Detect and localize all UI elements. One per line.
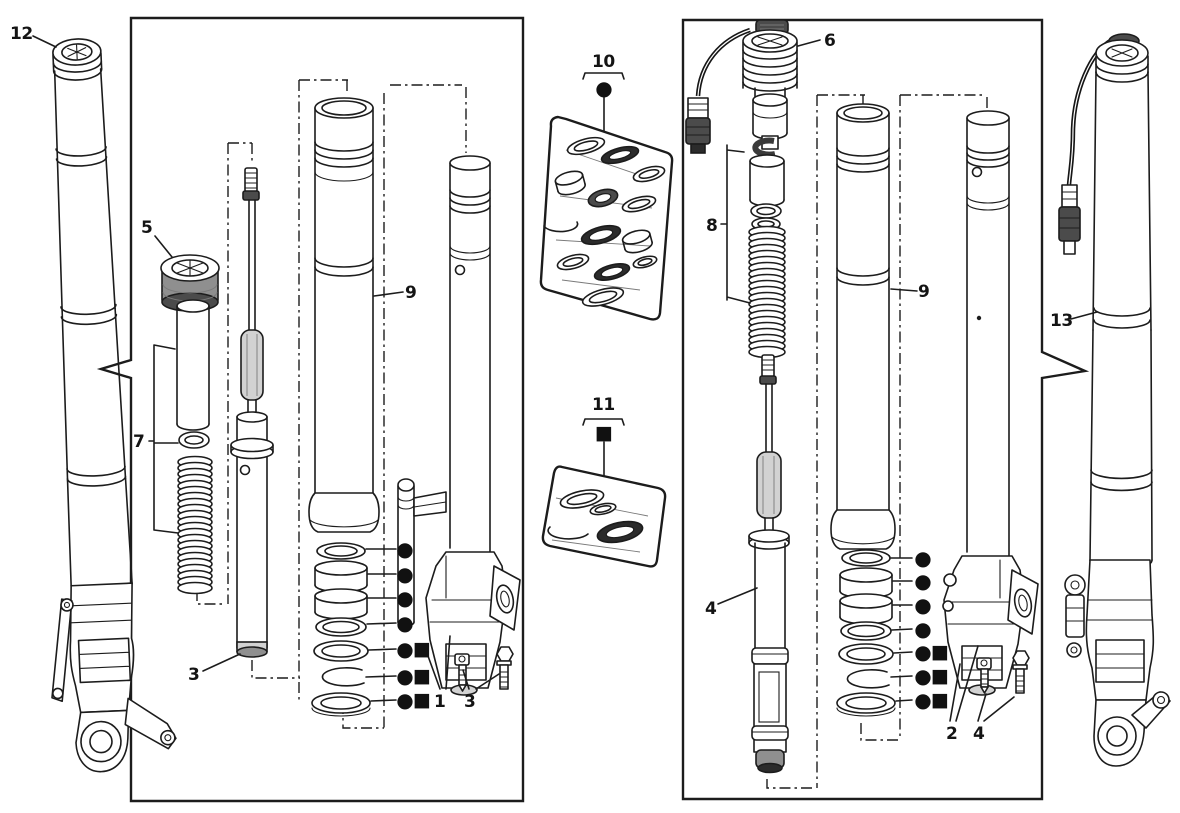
kit-bottom-square-symbol: ■ bbox=[595, 422, 613, 444]
dot-marker: ● bbox=[914, 546, 932, 570]
callout-leg-right: 2 bbox=[946, 724, 958, 744]
part-spring-group-right bbox=[749, 141, 785, 358]
callout-cap-electronic: 6 bbox=[824, 31, 836, 51]
callout-screws-left: 3 bbox=[464, 692, 476, 712]
part-inner-tube-right bbox=[943, 111, 1038, 695]
callout-spring-group-right: 8 bbox=[706, 216, 718, 236]
callout-screws-right: 4 bbox=[973, 724, 985, 744]
cable-connector-cap bbox=[686, 98, 710, 153]
dot-marker: ● bbox=[914, 617, 932, 641]
part-inner-tube-left bbox=[398, 156, 520, 695]
callout-spring-group-left: 7 bbox=[133, 432, 145, 452]
part-damper-rod-right bbox=[749, 355, 789, 773]
dot-marker: ● bbox=[396, 664, 414, 688]
part-cap-electronic bbox=[686, 20, 797, 153]
dot-marker: ● bbox=[396, 688, 414, 712]
callout-outer-tube-right: 9 bbox=[918, 282, 930, 302]
callout-fork-left: 12 bbox=[10, 24, 33, 44]
square-marker: ■ bbox=[931, 665, 949, 687]
dot-marker: ● bbox=[396, 586, 414, 610]
dot-marker: ● bbox=[914, 688, 932, 712]
callout-leg-left: 1 bbox=[434, 692, 446, 712]
square-marker: ■ bbox=[931, 641, 949, 663]
square-marker: ■ bbox=[931, 689, 949, 711]
dot-marker: ● bbox=[396, 611, 414, 635]
seal-kit-plate-bottom bbox=[543, 442, 665, 566]
square-marker: ■ bbox=[413, 638, 431, 660]
dot-marker: ● bbox=[396, 637, 414, 661]
callout-damper-right: 4 bbox=[705, 599, 717, 619]
callout-fork-right: 13 bbox=[1050, 311, 1073, 331]
part-outer-tube-right bbox=[831, 104, 895, 549]
dot-marker: ● bbox=[396, 537, 414, 561]
dot-marker: ● bbox=[914, 569, 932, 593]
coil-spring-left bbox=[178, 457, 212, 594]
dot-marker: ● bbox=[396, 562, 414, 586]
part-outer-tube-left bbox=[309, 98, 379, 532]
part-spring-group-left bbox=[177, 300, 212, 594]
dot-marker: ● bbox=[914, 664, 932, 688]
cable-connector-right-fork bbox=[1059, 40, 1112, 254]
part-damper-rod-left bbox=[231, 168, 273, 657]
square-marker: ■ bbox=[413, 689, 431, 711]
seal-kit-plate-top bbox=[541, 96, 672, 319]
callout-cap-plain: 5 bbox=[141, 218, 153, 238]
seal-stack-right bbox=[837, 550, 912, 716]
dot-marker: ● bbox=[914, 640, 932, 664]
square-marker: ■ bbox=[413, 665, 431, 687]
callout-kit-bottom: 11 bbox=[592, 395, 615, 415]
callout-outer-tube-left: 9 bbox=[405, 283, 417, 303]
coil-spring-right bbox=[749, 227, 785, 358]
dot-marker: ● bbox=[914, 593, 932, 617]
callout-damper-left: 3 bbox=[188, 665, 200, 685]
kit-top-dot-symbol: ● bbox=[595, 76, 613, 100]
callout-kit-top: 10 bbox=[592, 52, 615, 72]
